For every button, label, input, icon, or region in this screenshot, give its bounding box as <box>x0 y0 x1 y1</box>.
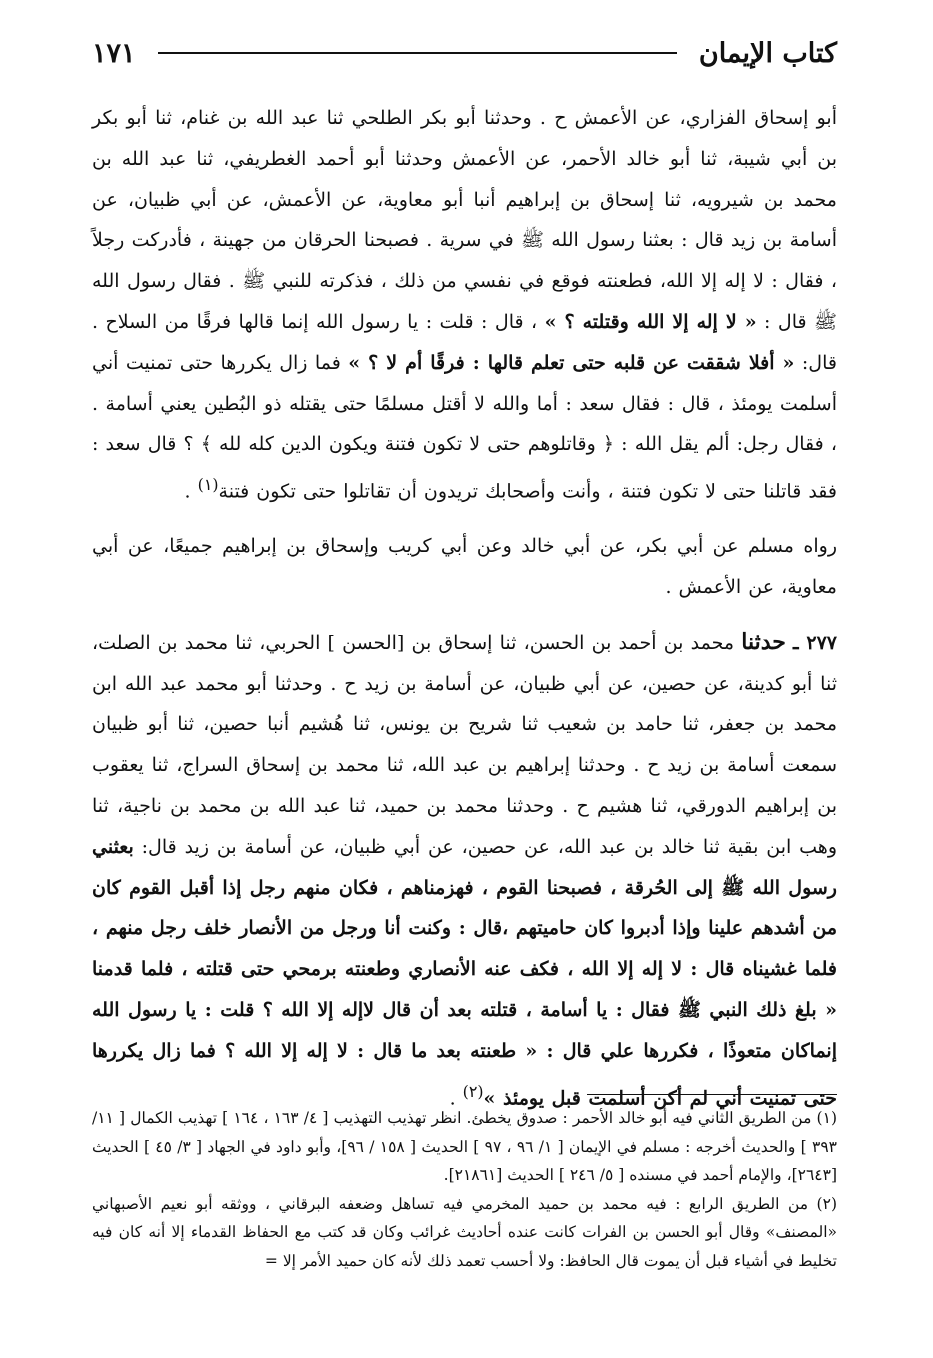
footnote-2: (٢) من الطريق الرابع : فيه محمد بن حميد المخرمي فيه تساهل وضعفه البرقاني ، ووثقه أبو نعيم الأصبهاني «المصنف» وقال أبو الحسن بن الفرات كانت عنده أحاديث غرائب وكان قد كتب مع الحفاظ القدماء إلا أنه كان فيه تخليط في أشياء قبل أن يموت قال الحافظ: ولا أحسب تعمد ذلك لأنه كان حميد الأمر إلا = <box>92 1194 837 1270</box>
hadith-277 <box>92 622 837 1119</box>
running-header <box>92 28 837 78</box>
paragraph-gap <box>92 608 837 622</box>
footnotes <box>92 1104 837 1275</box>
paragraph-1-text: أبو إسحاق الفزاري، عن الأعمش ح . وحدثنا أبو بكر الطلحي ثنا عبد الله بن غنام، ثنا أبو بكر بن أبي شيبة، ثنا أبو خالد الأحمر، عن الأعمش وحدثنا أبو أحمد الغطريفي، ثنا عبد الله بن محمد بن شيرويه، ثنا إسحاق بن إبراهيم أنبا أبو معاوية، عن الأعمش، عن أبي ظبيان، عن أسامة بن زيد قال : بعثنا رسول الله ﷺ في سرية . فصبحنا الحرقان من جهينة ، فأدركت رجلاً ، فقال : لا إله إلا الله، فطعنته فوقع في نفسي من ذلك ، فذكرته للنبي ﷺ . فقال رسول الله ﷺ قال : <box>92 107 837 333</box>
paragraph-1-end: فما زال يكررها حتى تمنيت أني أسلمت يومئذ ، قال : فقال سعد : أما والله لا أقتل مسلمًا حتى يقتله ذو البُطين يعني أسامة . ، فقال رجل: ألم يقل الله : ﴿ وقاتلوهم حتى لا تكون فتنة ويكون الدين كله لله ﴾ ؟ قال سعد : فقد قاتلنا حتى لا تكون فتنة ، وأنت وأصحابك تريدون أن تقاتلوا حتى تكون فتنة <box>92 351 837 503</box>
main-text <box>92 98 837 1119</box>
footnote-ref-2: (٢) <box>462 1081 484 1101</box>
footnote-ref-1: (١) <box>197 475 219 495</box>
haddathana-word: حدثنا <box>741 628 786 655</box>
paragraph-1 <box>92 98 837 512</box>
page-number: ١٧١ <box>92 37 136 69</box>
book-title: كتاب الإيمان <box>698 37 837 69</box>
hadith-277-matn: بعثني رسول الله ﷺ إلى الحُرقة ، فصبحنا القوم ، فهزمناهم ، فكان منهم رجل إذا أقبل القوم كان من أشدهم علينا وإذا أدبروا كان حاميتهم ،قال : وكنت أنا ورجل من الأنصار خلف رجل منهم ، فلما غشيناه قال : لا إله إلا الله ، فكف عنه الأنصاري وطعنته برمحي حتى قتلته ، فلما قدمنا « بلغ ذلك النبي ﷺ فقال : يا أسامة ، قتلته بعد أن قال لاإله إلا الله ؟ قلت : يا رسول الله إنماكان متعوذًا ، فكررها علي قال : « طعنته بعد ما قال : لا إله إلا الله ؟ فما زال يكررها حتى تمنيت أني لم أكن أسلمت قبل يومئذ » <box>92 835 837 1109</box>
hadith-277-chain: محمد بن أحمد بن الحسن، ثنا إسحاق بن [الحسن ] الحربي، ثنا محمد بن الصلت، ثنا أبو كدينة، عن حصين، عن أبي ظبيان، عن أسامة بن زيد ح . وحدثنا أبو محمد عبد الله ابن محمد بن جعفر، ثنا حامد بن شعيب ثنا شريح بن يونس، ثنا هُشيم أنبا حصين، ثنا أبو ظبيان سمعت أسامة بن زيد ح . وحدثنا إبراهيم بن عبد الله، ثنا محمد بن إسحاق السراج، ثنا يعقوب بن إبراهيم الدورقي، ثنا هشيم ح . وحدثنا محمد بن حميد، ثنا عبد الله بن محمد بن ناجية، ثنا وهب ابن بقية ثنا خالد بن عبد الله، عن حصين، عن أبي ظبيان، عن أسامة بن زيد قال: <box>92 631 838 858</box>
prophet-quote-2: « أفلا شققت عن قلبه حتى تعلم قالها : فرقًا أم لا ؟ » <box>348 351 795 374</box>
hadith-277-tail: . <box>449 1086 463 1109</box>
footnote-divider <box>587 1094 837 1095</box>
paragraph-gap <box>92 512 837 526</box>
paragraph-1-middle: ، قال : قلت : يا رسول الله إنما قالها فرقًا من السلاح . قال: <box>92 310 837 374</box>
paragraph-1-tail: . <box>184 480 198 503</box>
hadith-number: ٢٧٧ ـ <box>793 631 837 654</box>
footnote-1: (١) من الطريق الثاني فيه أبو خالد الأحمر : صدوق يخطئ. انظر تهذيب التهذيب [ ٤/ ١٦٣ ، ١٦٤ ] تهذيب الكمال [ ١١/ ٣٩٣ ] والحديث أخرجه : مسلم في الإيمان [ ١/ ٩٦ ، ٩٧ ] الحديث [ ١٥٨ / ٩٦]، وأبو داود في الجهاد [ ٣/ ٤٥ ] الحديث [٢٦٤٣]، والإمام أحمد في مسنده [ ٥/ ٢٤٦ ] الحديث [٢١٨٦١]. <box>92 1109 837 1184</box>
header-rule <box>158 52 677 54</box>
paragraph-2: رواه مسلم عن أبي بكر، عن أبي خالد وعن أبي كريب وإسحاق بن إبراهيم جميعًا، عن أبي معاوية، عن الأعمش . <box>92 535 837 599</box>
prophet-quote-1: « لا إله إلا الله وقتلته ؟ » <box>544 310 757 333</box>
